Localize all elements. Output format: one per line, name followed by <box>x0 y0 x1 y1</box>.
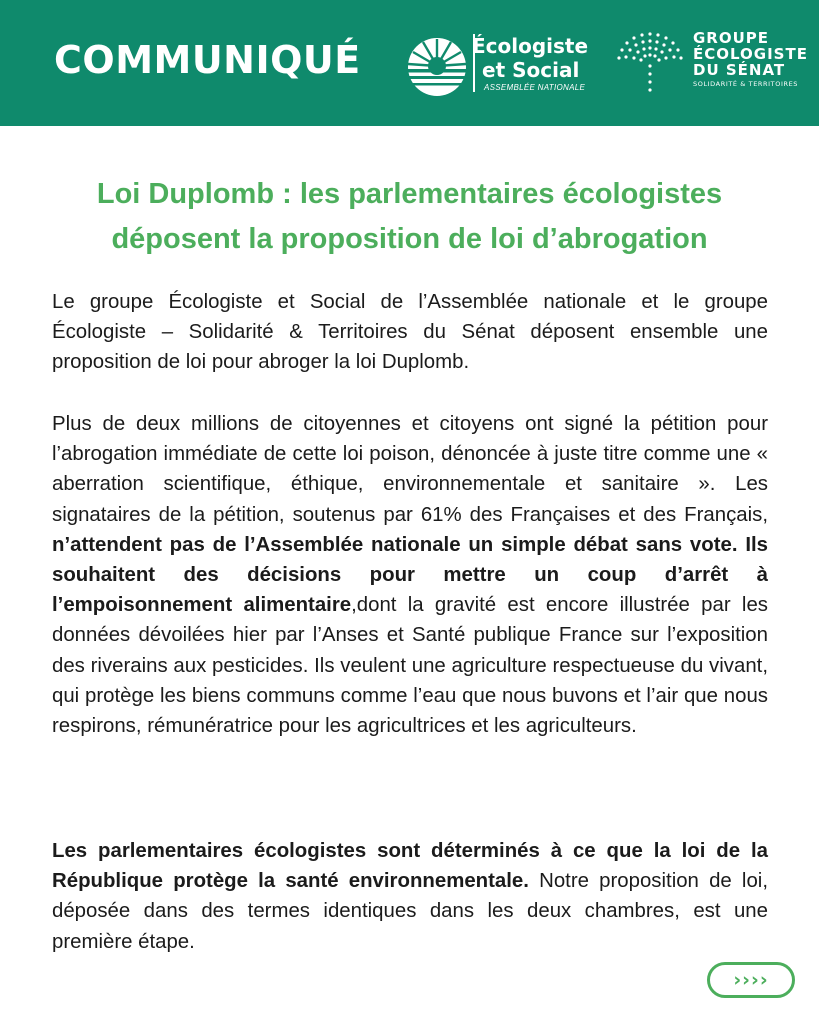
paragraph-2 <box>52 409 768 741</box>
paragraph-2-text-b: ,dont la gravité est encore illustrée par les données dévoilées hier par l’Anses et Santé publique France sur l’exposition des riverains aux pesticides. Ils veulent une agriculture respectueuse du vivant, qui protège les biens communs comme l’eau que nous buvons et l’air que nous respirons, rémunératrice pour les agricultrices et les agriculteurs. <box>52 594 768 738</box>
paragraph-2-text-a: Plus de deux millions de citoyennes et citoyens ont signé la pétition pour l’abrogation immédiate de cette loi poison, dénoncée à juste titre comme une « aberration scientifique, éthique, environnementale et sanitaire ». Les signataires de la pétition, soutenus par 61% des Françaises et des Français, <box>52 413 768 526</box>
logo-line-2: et Social <box>482 58 580 82</box>
logo-senat-line-4: SOLIDARITÉ & TERRITOIRES <box>693 80 799 88</box>
next-slide-button[interactable] <box>707 962 795 998</box>
paragraph-2-bold: n’attendent pas de l’Assemblée nationale un simple débat sans vote. Ils souhaitent des décisions pour mettre un coup d’arrêt à l’empoisonnement alimentaire <box>52 533 768 617</box>
paragraph-3-text: Notre proposition de loi, déposée dans des termes identiques dans les deux chambres, est une première étape. <box>52 870 768 953</box>
logo-line-3: ASSEMBLÉE NATIONALE <box>484 83 586 92</box>
logo-senat-line-3: DU SÉNAT <box>693 61 786 79</box>
logo-senat-line-1: GROUPE <box>693 29 770 47</box>
headline <box>40 172 779 262</box>
paragraph-1: Le groupe Écologiste et Social de l’Assemblée nationale et le groupe Écologiste – Solidarité & Territoires du Sénat déposent ensemble une proposition de loi pour abroger la loi Duplomb. <box>52 291 768 374</box>
logo-line-1: Écologiste <box>472 34 589 58</box>
headline-line-1: Loi Duplomb : les parlementaires écologistes <box>96 178 723 210</box>
hemicycle-dots-icon <box>617 30 683 96</box>
paragraph-3 <box>52 836 768 957</box>
paragraph-3-bold: Les parlementaires écologistes sont déterminés à ce que la loi de la République protège la santé environnementale. <box>52 840 768 893</box>
logo-senat-line-2: ÉCOLOGISTE <box>693 45 808 63</box>
headline-line-2: déposent la proposition de loi d’abrogation <box>111 223 708 255</box>
header-banner <box>0 0 819 126</box>
logo-groupe-senat <box>617 29 808 100</box>
next-arrows-icon: ›››› <box>733 969 769 991</box>
logo-ecologiste-social <box>406 30 596 100</box>
sunrise-icon <box>406 36 468 98</box>
page-type-title: COMMUNIQUÉ <box>54 38 361 82</box>
